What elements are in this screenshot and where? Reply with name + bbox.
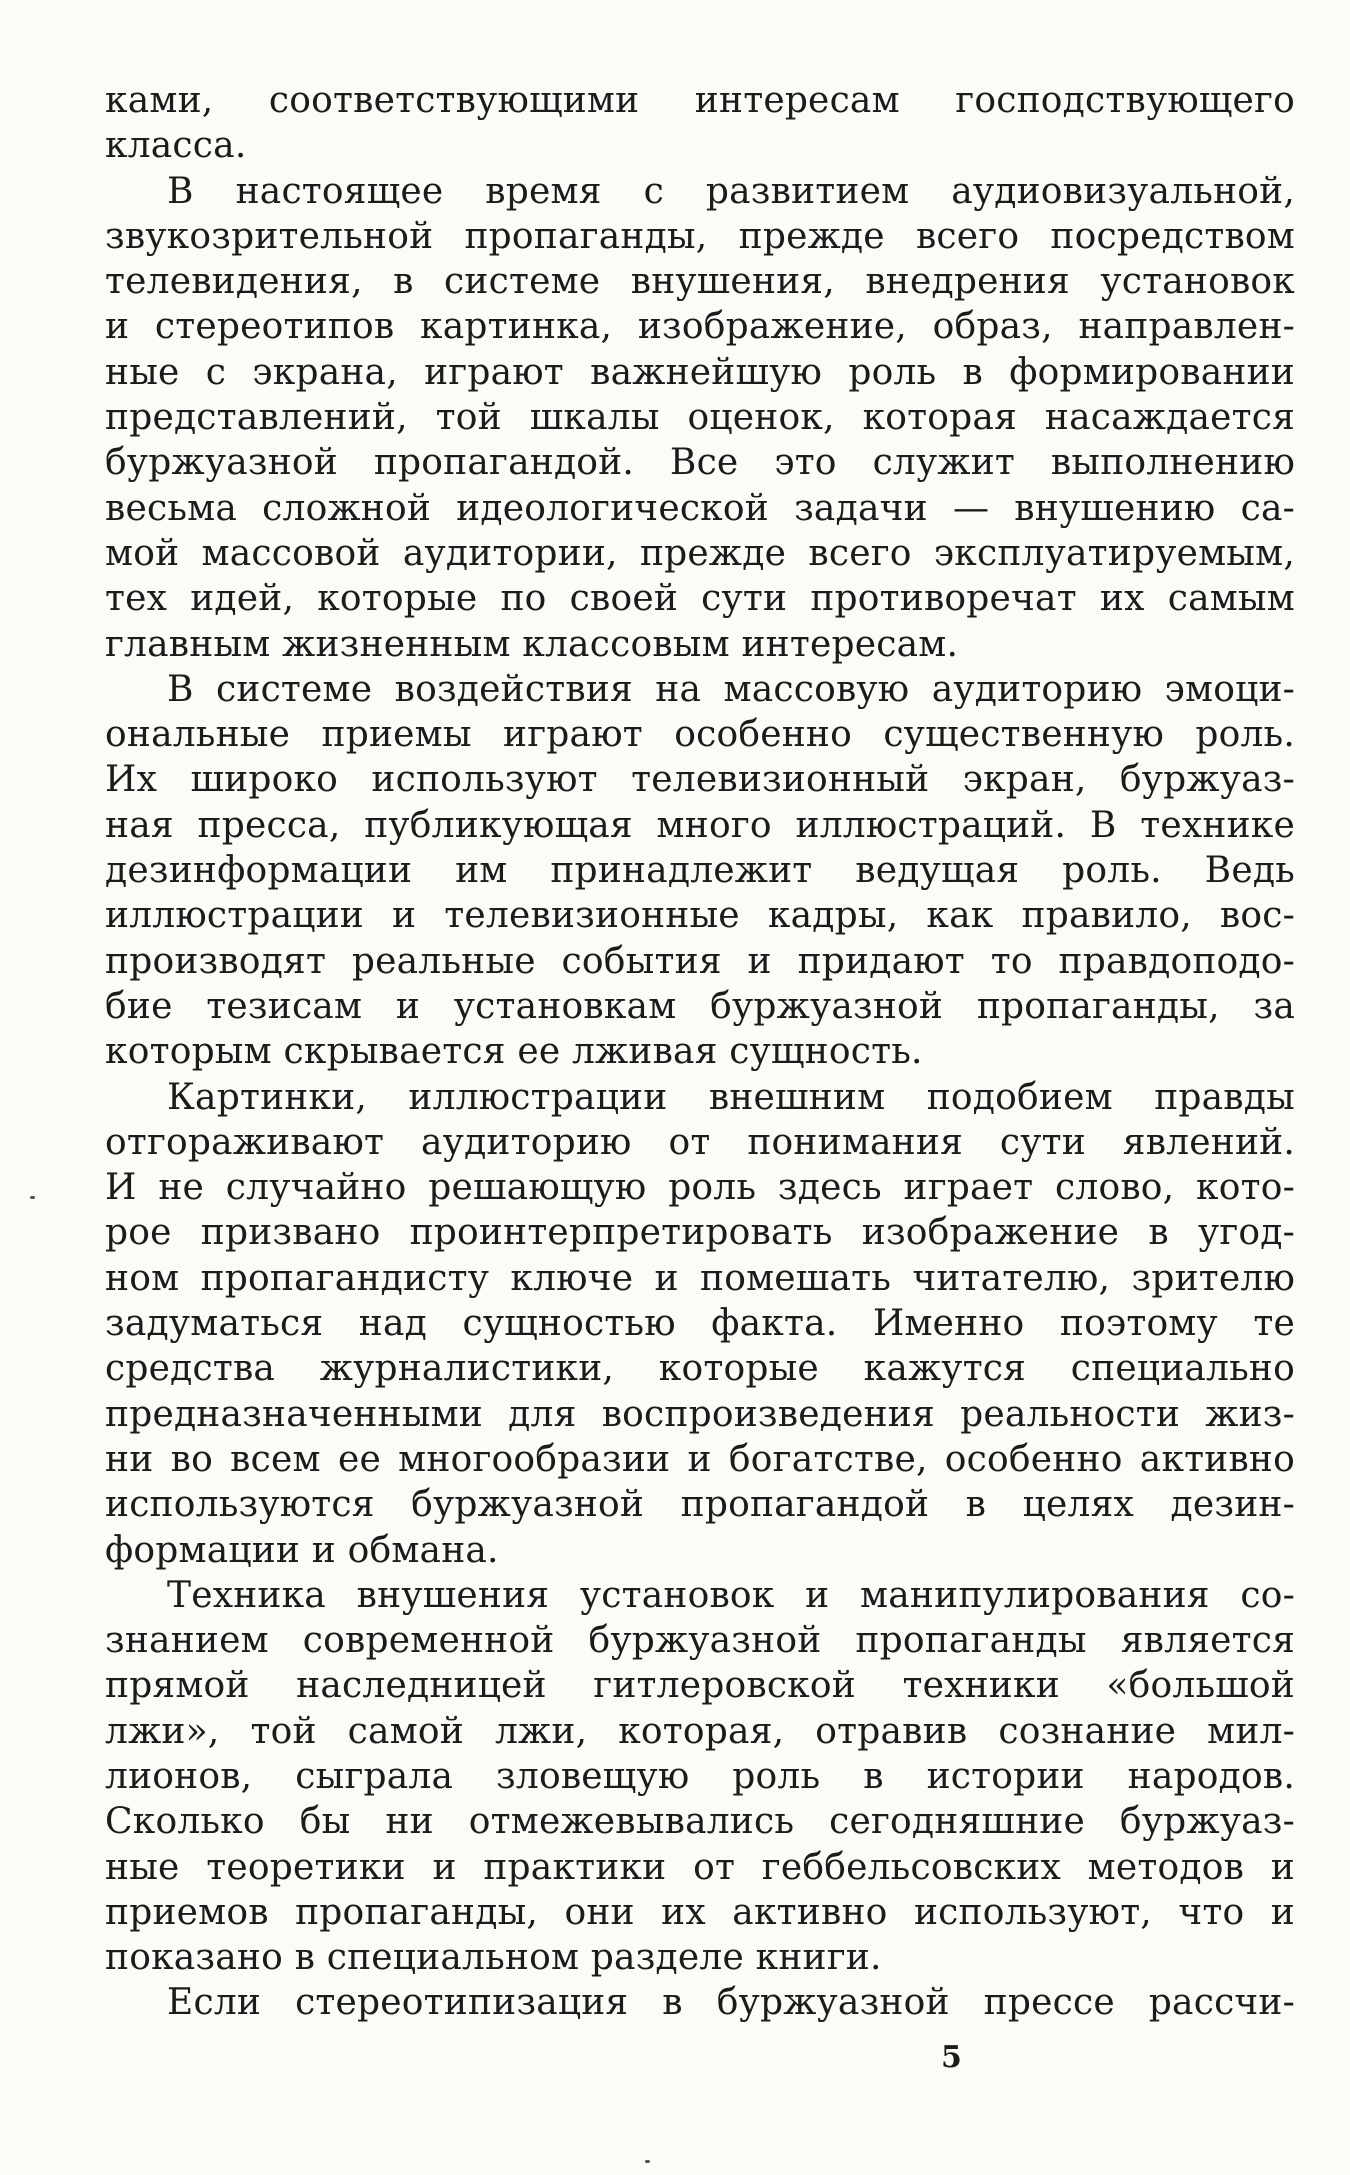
text-line: Картинки, иллюстрации внешним подобием правды: [167, 1076, 1295, 1118]
text-line: отгораживают аудиторию от понимания сути явлений.: [105, 1121, 1295, 1163]
text-line: формации и обмана.: [105, 1529, 499, 1571]
text-line: класса.: [105, 125, 247, 167]
text-line: Их широко используют телевизионный экран, буржуаз-: [105, 759, 1295, 801]
text-line: звукозрительной пропаганды, прежде всего посредством: [105, 215, 1295, 257]
text-line: главным жизненным классовым интересам.: [105, 623, 959, 665]
text-line: и стереотипов картинка, изображение, образ, направлен-: [105, 306, 1295, 348]
text-line: Если стереотипизация в буржуазной прессе рассчи-: [167, 1982, 1295, 2024]
text-line: представлений, той шкалы оценок, которая насаждается: [105, 397, 1295, 439]
text-line: рое призвано проинтерпретировать изображение в угод-: [105, 1212, 1295, 1254]
text-line: бие тезисам и установкам буржуазной пропаганды, за: [105, 985, 1295, 1027]
text-line: знанием современной буржуазной пропаганды является: [105, 1620, 1295, 1662]
text-line: Техника внушения установок и манипулирования со-: [167, 1574, 1295, 1616]
text-line: ками, соответствующими интересам господствующего: [105, 80, 1295, 121]
text-line: телевидения, в системе внушения, внедрения установок: [105, 261, 1295, 303]
text-line: средства журналистики, которые кажутся специально: [105, 1348, 1295, 1390]
text-line: показано в специальном разделе книги.: [105, 1937, 882, 1979]
text-line: задуматься над сущностью факта. Именно поэтому те: [105, 1303, 1295, 1345]
text-line: приемов пропаганды, они их активно используют, что и: [105, 1891, 1295, 1933]
text-line: мой массовой аудитории, прежде всего эксплуатируемым,: [105, 532, 1295, 574]
body-text: [105, 78, 1295, 2026]
text-line: иллюстрации и телевизионные кадры, как правило, вос-: [105, 895, 1295, 937]
text-line: В системе воздействия на массовую аудиторию эмоци-: [167, 668, 1295, 710]
text-line: ные теоретики и практики от геббельсовских методов и: [105, 1846, 1295, 1888]
text-line: используются буржуазной пропагандой в целях дезин-: [105, 1484, 1295, 1526]
text-line: дезинформации им принадлежит ведущая роль. Ведь: [105, 850, 1295, 892]
text-line: ном пропагандисту ключе и помешать читателю, зрителю: [105, 1257, 1295, 1299]
text-line: буржуазной пропагандой. Все это служит выполнению: [105, 442, 1295, 484]
text-line: предназначенными для воспроизведения реальности жиз-: [105, 1393, 1295, 1435]
text-line: ональные приемы играют особенно существенную роль.: [105, 714, 1295, 756]
text-line: Сколько бы ни отмежевывались сегодняшние буржуаз-: [105, 1801, 1295, 1843]
text-line: лжи», той самой лжи, которая, отравив сознание мил-: [105, 1710, 1295, 1752]
text-line: прямой наследницей гитлеровской техники «большой: [105, 1665, 1295, 1707]
text-line: ные с экрана, играют важнейшую роль в формировании: [105, 351, 1295, 393]
text-line: которым скрывается ее лживая сущность.: [105, 1031, 923, 1073]
text-line: В настоящее время с развитием аудиовизуальной,: [167, 170, 1295, 212]
text-line: весьма сложной идеологической задачи — внушению са-: [105, 487, 1295, 529]
text-line: ная пресса, публикующая много иллюстраций. В технике: [105, 804, 1295, 846]
print-speck: [30, 1196, 35, 1199]
text-line: лионов, сыграла зловещую роль в истории народов.: [105, 1755, 1295, 1797]
text-line: И не случайно решающую роль здесь играет слово, кото-: [105, 1167, 1295, 1209]
text-line: ни во всем ее многообразии и богатстве, особенно активно: [105, 1438, 1295, 1480]
page-number: 5: [941, 2040, 962, 2075]
text-line: тех идей, которые по своей сути противоречат их самым: [105, 578, 1295, 620]
text-line: производят реальные события и придают то правдоподо-: [105, 940, 1295, 982]
print-speck: [645, 2160, 650, 2163]
